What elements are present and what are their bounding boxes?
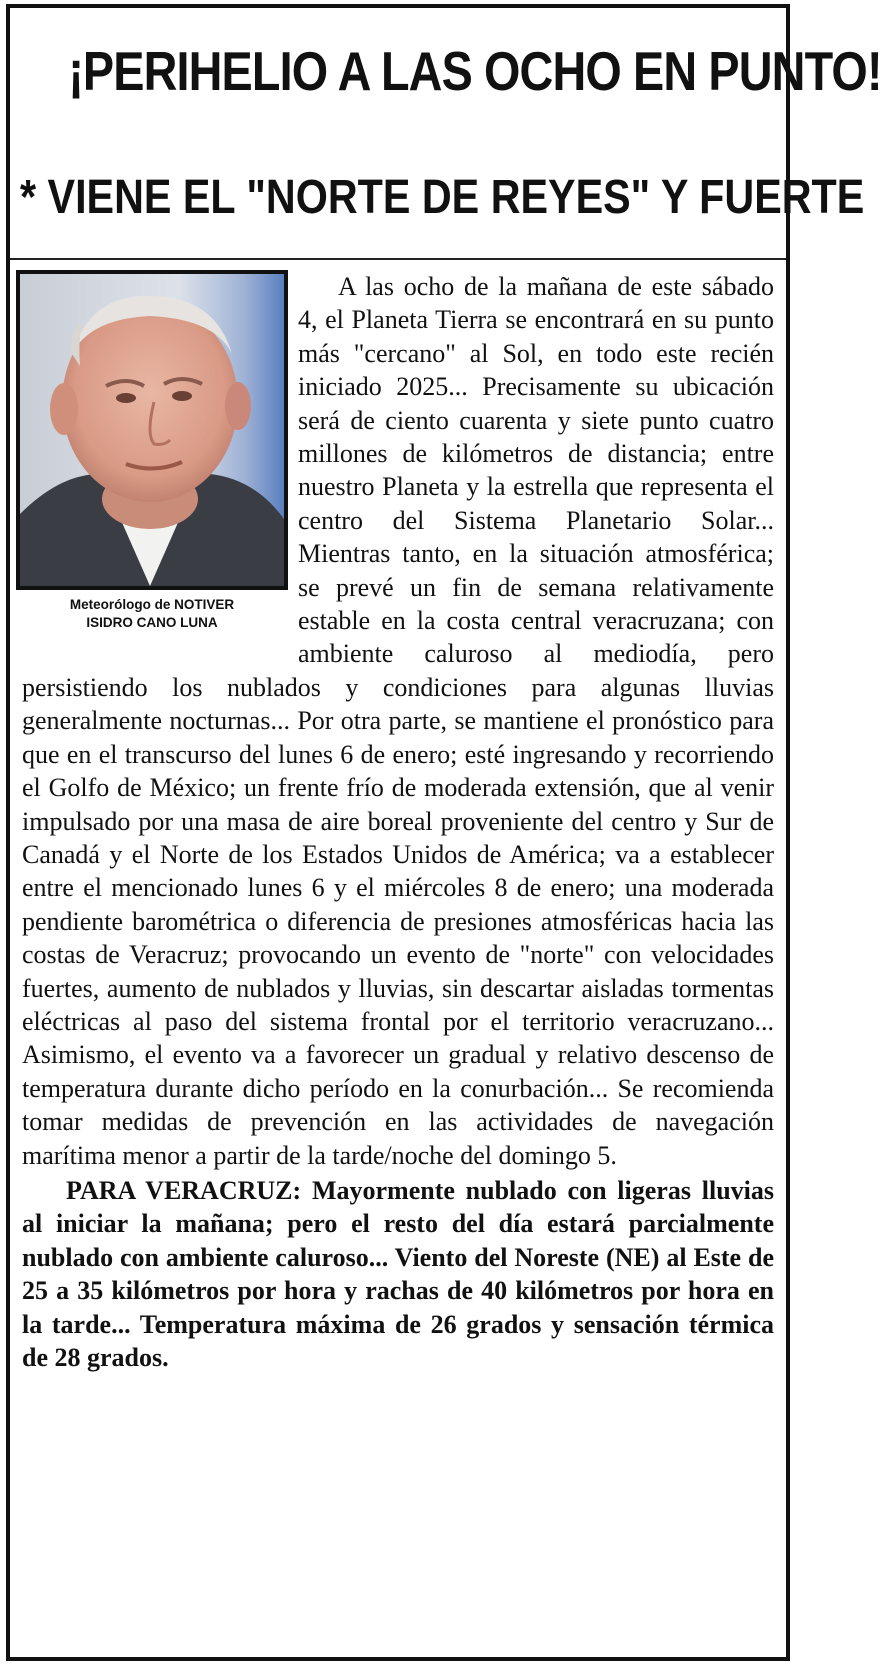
paragraph-veracruz: PARA VERACRUZ: Mayormente nublado con ligeras lluvias al iniciar la mañana; pero el resto del día estará parcialmente nublado con ambiente caluroso... Viento del Noreste (NE) al Este de 25 a 35 kilómetros por hora y rachas de 40 kilómetros por hora en la tarde... Temperatura máxima de 26 grados y sensación térmica de 28 grados. bbox=[22, 1175, 774, 1372]
article-frame bbox=[6, 4, 882, 1661]
caption-line-2: ISIDRO CANO LUNA bbox=[86, 615, 218, 630]
paragraph-forecast: A las ocho de la mañana de este sábado 4, el Planeta Tierra se encontrará en su punto más "cercano" al Sol, en todo este recién iniciado 2025... Precisamente su ubicación será de ciento cuarenta y siete punto cuatro millones de kilómetros de distancia; entre nuestro Planeta y la estrella que representa el centro del Sistema Planetario Solar... Mientras tanto, en la situación atmosférica; se prevé un fin de semana relativamente estable en la costa central veracruzana; con ambiente caluroso al mediodía, pero persistiendo los nublados y condiciones para algunas lluvias generalmente nocturnas... Por otra parte, se mantiene el pronóstico para que en el transcurso del lunes 6 de enero; esté ingresando y recorriendo el Golfo de México; un frente frío de moderada extensión, que al venir impulsado por una masa de aire boreal proveniente del centro y Sur de Canadá y el Norte de los Estados Unidos de América; va a establecer entre el mencionado lunes 6 y el miércoles 8 de enero; una moderada pendiente barométrica o diferencia de presiones atmosféricas hacia las costas de Veracruz; provocando un evento de "norte" con velocidades fuertes, aumento de nublados y lluvias, sin descartar aisladas tormentas eléctricas al paso del sistema frontal por el territorio veracruzano... Asimismo, el evento va a favorecer un gradual y relativo descenso de temperatura durante dicho período en la conurbación... Se recomienda tomar medidas de prevención en las actividades de navegación marítima menor a partir de la tarde/noche del domingo 5. bbox=[22, 272, 774, 1170]
photo-caption bbox=[16, 596, 288, 632]
portrait-image bbox=[20, 274, 284, 586]
caption-line-1: Meteorólogo de NOTIVER bbox=[69, 597, 235, 612]
author-photo bbox=[16, 270, 288, 590]
headline: ¡PERIHELIO A LAS OCHO EN PUNTO! bbox=[68, 40, 882, 102]
subheadline: * VIENE EL "NORTE DE REYES" Y FUERTE bbox=[20, 171, 865, 224]
divider bbox=[10, 258, 786, 260]
